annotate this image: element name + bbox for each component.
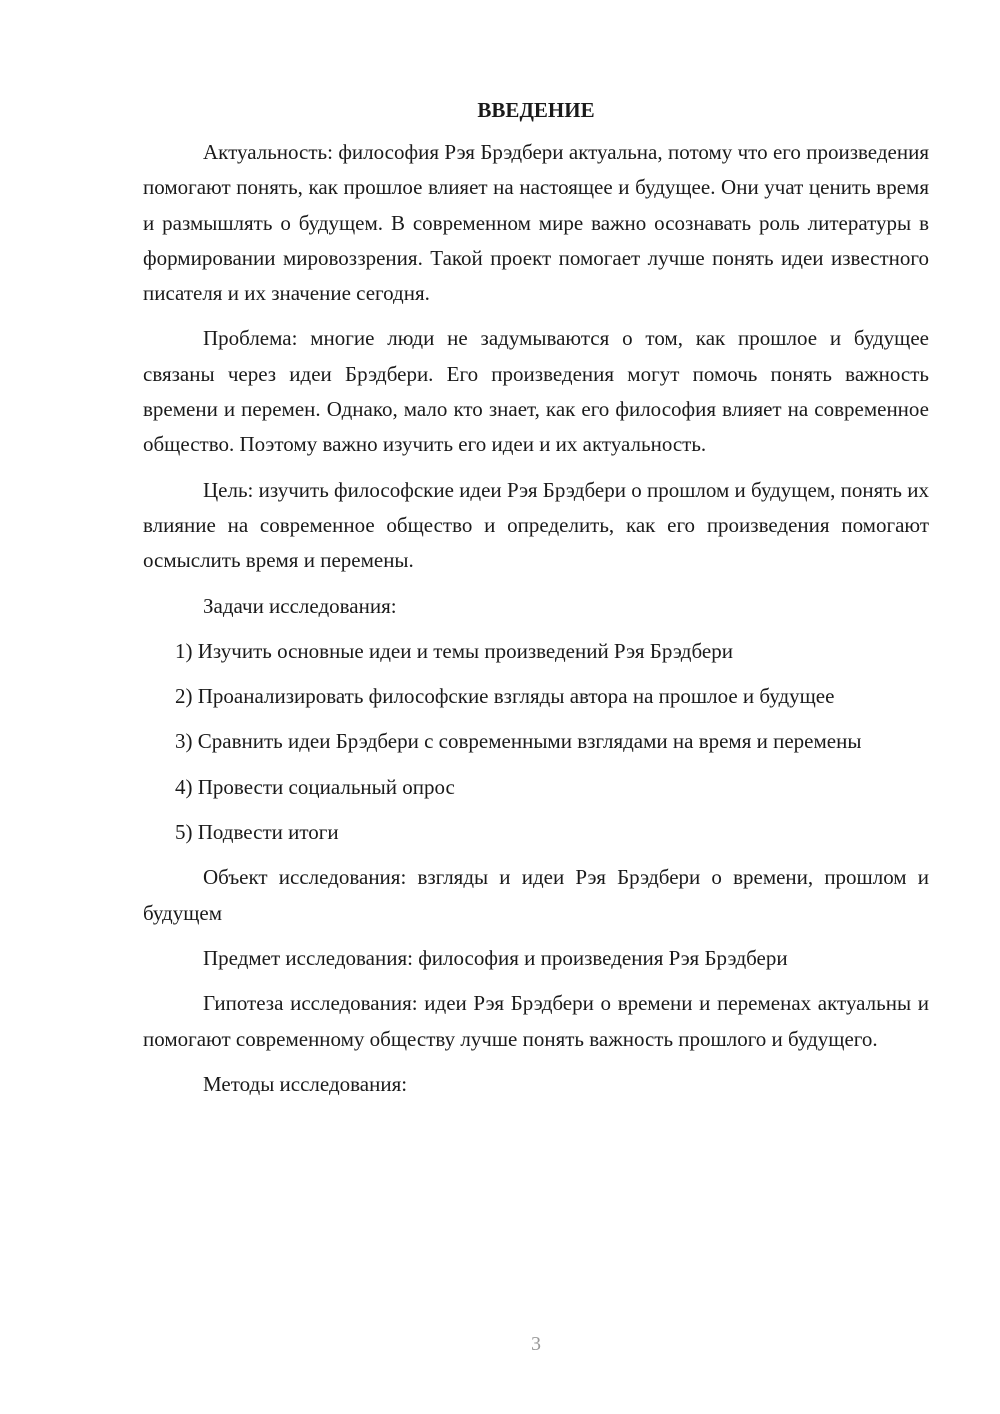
paragraph-methods: Методы исследования: — [203, 1071, 408, 1096]
task-item-2: 2) Проанализировать философские взгляды автора на прошлое и будущее — [175, 684, 835, 709]
page-number: 3 — [531, 1333, 541, 1355]
paragraph-object: Объект исследования: взгляды и идеи Рэя Брэдбери о времени, прошлом и будущем — [143, 865, 929, 925]
section-title: ВВЕДЕНИЕ — [477, 98, 595, 122]
document-page — [143, 92, 929, 1112]
task-item-4: 4) Провести социальный опрос — [175, 774, 455, 799]
paragraph-goal: Цель: изучить философские идеи Рэя Брэдбери о прошлом и будущем, понять их влияние на современное общество и определить, как его произведения помогают осмыслить время и перемены. — [143, 477, 929, 573]
tasks-heading: Задачи исследования: — [203, 593, 397, 618]
paragraph-subject: Предмет исследования: философия и произведения Рэя Брэдбери — [203, 945, 788, 970]
task-item-1: 1) Изучить основные идеи и темы произведений Рэя Брэдбери — [175, 638, 733, 663]
paragraph-hypothesis: Гипотеза исследования: идеи Рэя Брэдбери о времени и переменах актуальны и помогают современному обществу лучше понять важность прошлого и будущего. — [143, 991, 929, 1051]
task-item-5: 5) Подвести итоги — [175, 820, 339, 845]
paragraph-relevance: Актуальность: философия Рэя Брэдбери актуальна, потому что его произведения помогают понять, как прошлое влияет на настоящее и будущее. Они учат ценить время и размышлять о будущем. В современном мире важно осознавать роль литературы в формировании мировоззрения. Такой проект помогает лучше понять идеи известного писателя и их значение сегодня. — [143, 140, 929, 306]
paragraph-problem: Проблема: многие люди не задумываются о том, как прошлое и будущее связаны через идеи Брэдбери. Его произведения могут помочь понять важность времени и перемен. Однако, мало кто знает, как его философия влияет на современное общество. Поэтому важно изучить его идеи и их актуальность. — [143, 326, 929, 457]
task-item-3: 3) Сравнить идеи Брэдбери с современными взглядами на время и перемены — [175, 729, 862, 754]
